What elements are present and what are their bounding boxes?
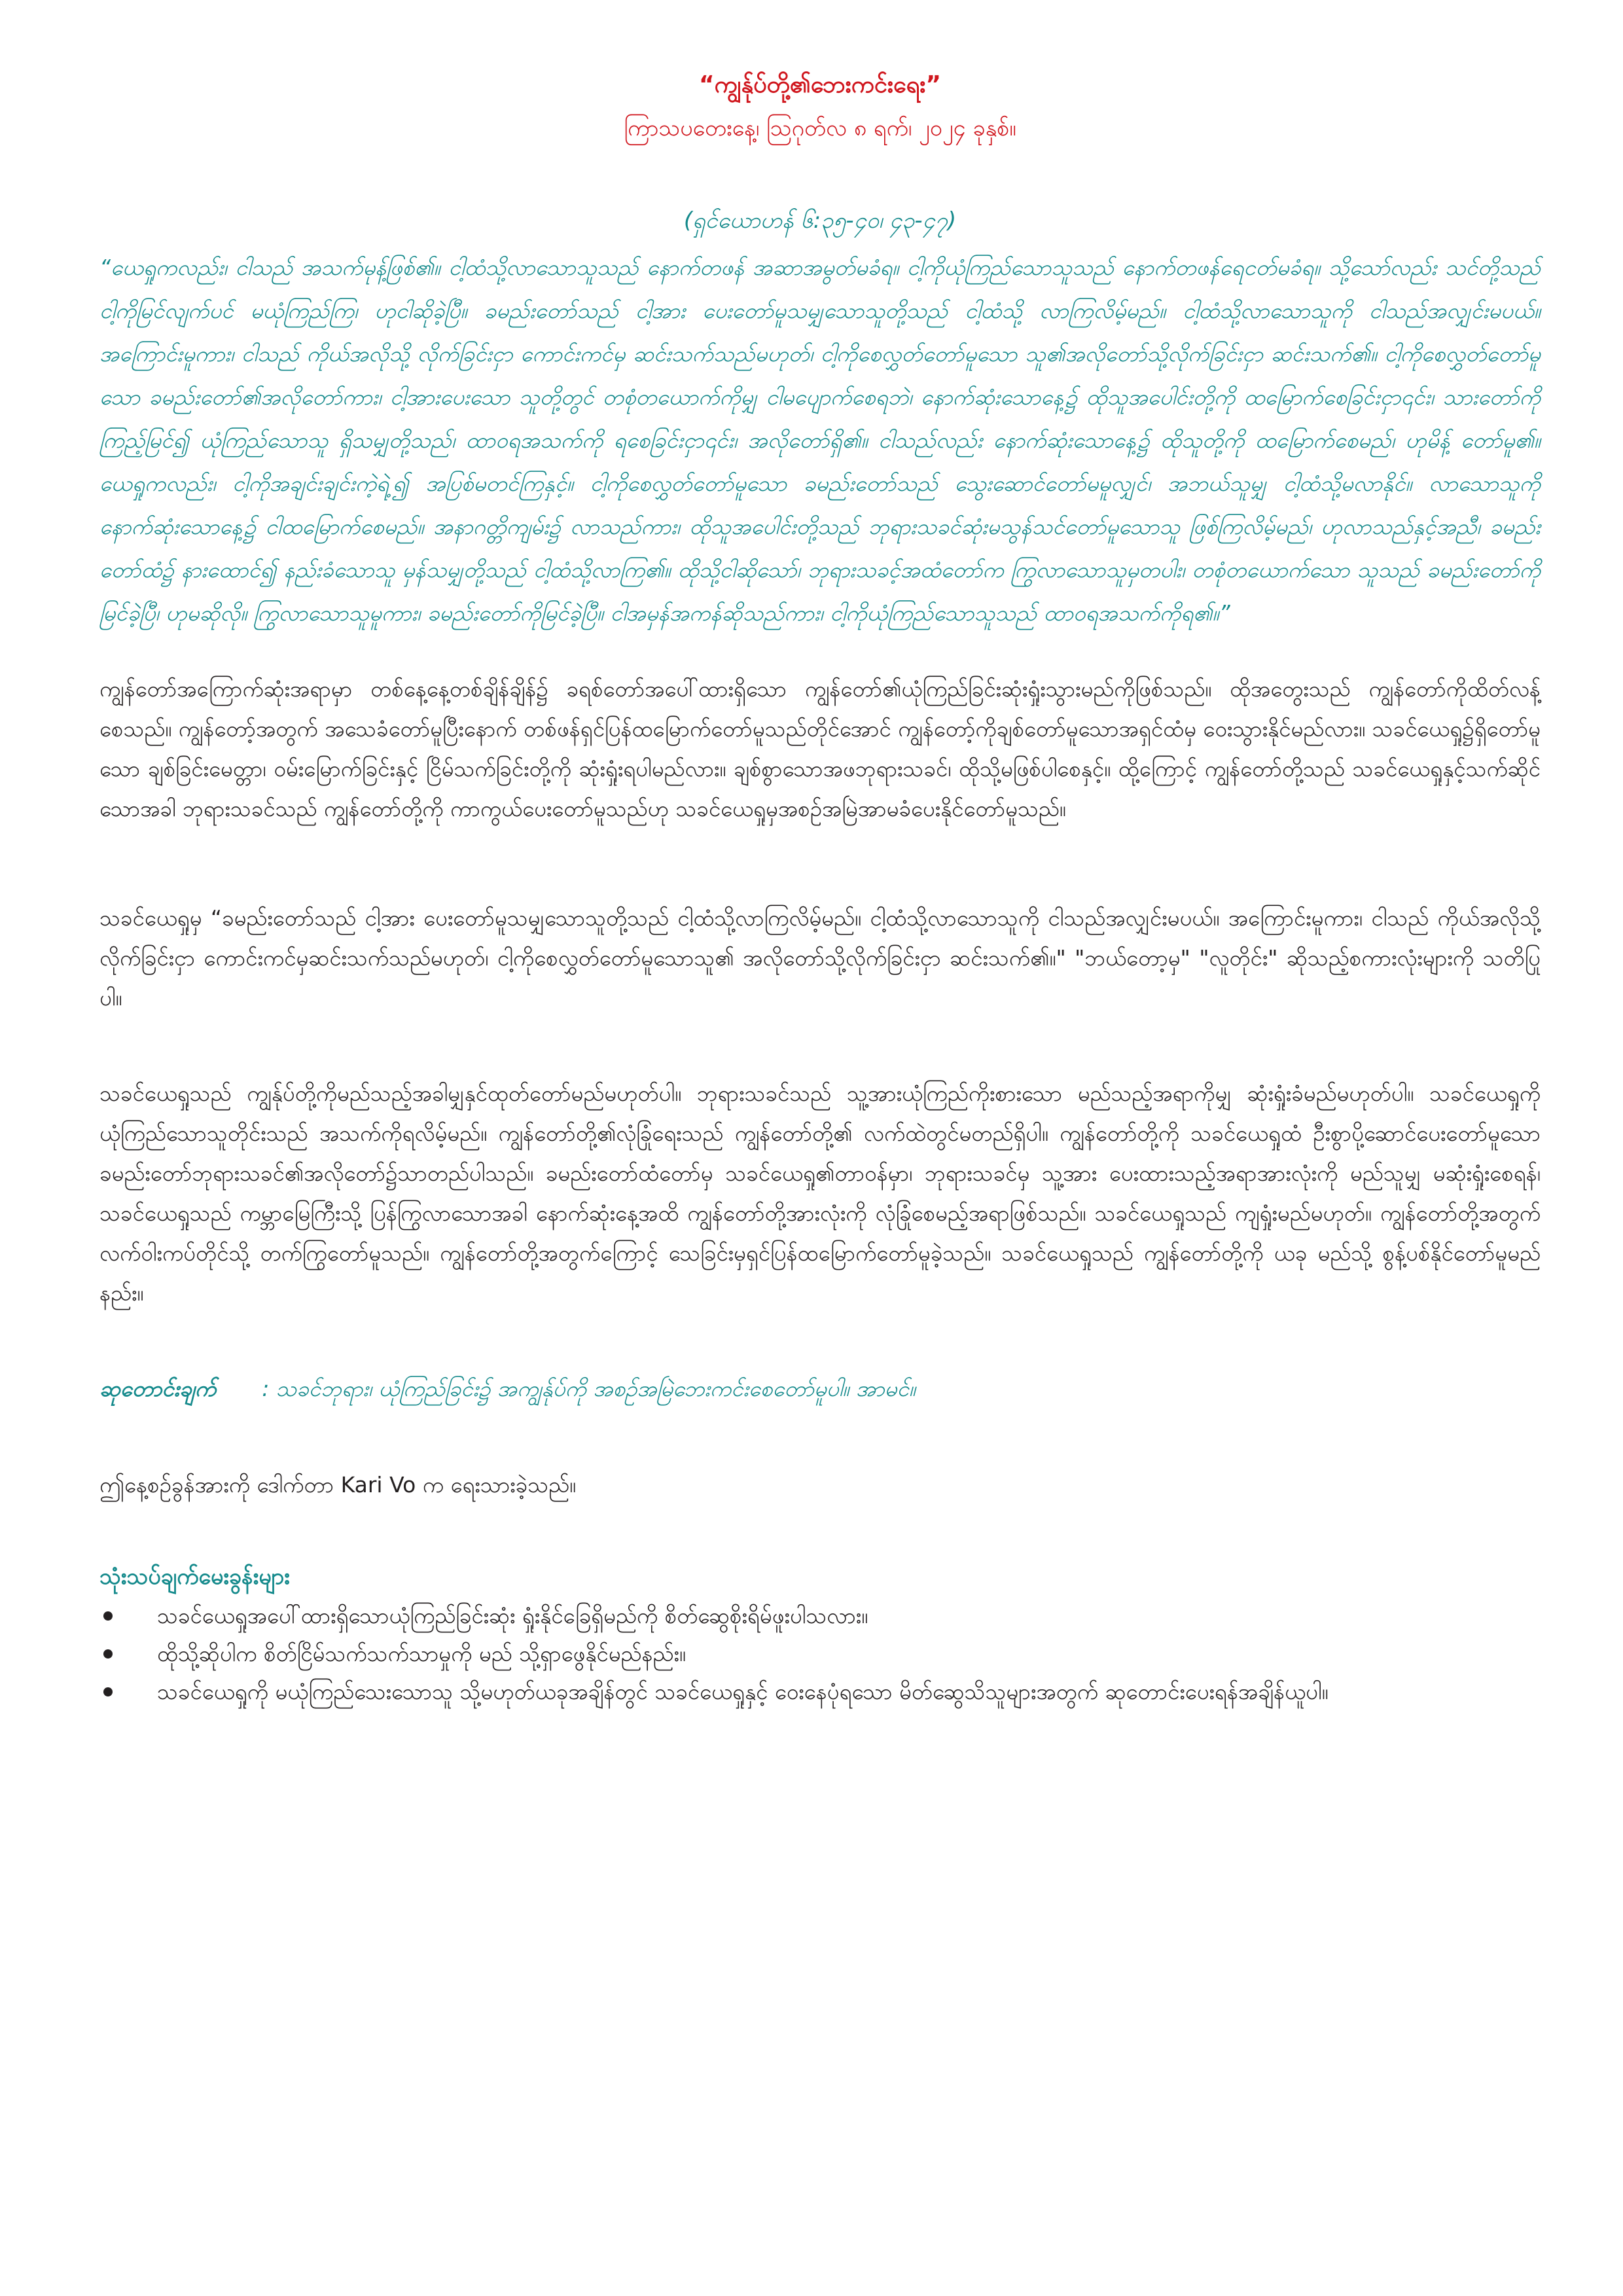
prayer-label: ဆုတောင်းချက် xyxy=(99,1376,217,1401)
page-title: “ကျွန်ုပ်တို့၏ဘေးကင်းရေး” xyxy=(698,71,942,98)
bullet-icon xyxy=(103,1687,113,1696)
list-item xyxy=(99,1673,1541,1711)
scripture-quote: “ယေရှုကလည်း၊ ငါသည် အသက်မုန့်ဖြစ်၏။ ငါ့ထံသို့လာသောသူသည် နောက်တဖန် အဆာအမွတ်မခံရ။ ငါ့ကိုယုံကြည်သောသူသည် နောက်တဖန်ရေငတ်မခံရ။ သို့သော်လည်း သင်တို့သည် ငါ့ကိုမြင်လျက်ပင် မယုံကြည်ကြ၊ ဟုငါဆိုခဲ့ပြီ။ ခမည်းတော်သည် ငါ့အား ပေးတော်မူသမျှသောသူတို့သည် ငါ့ထံသို့ လာကြလိမ့်မည်။ ငါ့ထံသို့လာသောသူကို ငါသည်အလျှင်းမပယ်။ အကြောင်းမူကား၊ ငါသည် ကိုယ်အလိုသို့ လိုက်ခြင်းငှာ ကောင်းကင်မှ ဆင်းသက်သည်မဟုတ်၊ ငါ့ကိုစေလွှတ်တော်မူသော သူ၏အလိုတော်သို့လိုက်ခြင်းငှာ ဆင်းသက်၏။ ငါ့ကိုစေလွှတ်တော်မူသော ခမည်းတော်၏အလိုတော်ကား၊ ငါ့အားပေးသော သူတို့တွင် တစုံတယောက်ကိုမျှ ငါမပျောက်စေရဘဲ၊ နောက်ဆုံးသောနေ့၌ ထိုသူအပေါင်းတို့ကို ထမြောက်စေခြင်းငှာ၎င်း၊ သားတော်ကိုကြည့်မြင်၍ ယုံကြည်သောသူ ရှိသမျှတို့သည်၊ ထာဝရအသက်ကို ရစေခြင်းငှာ၎င်း၊ အလိုတော်ရှိ၏။ ငါသည်လည်း နောက်ဆုံးသောနေ့၌ ထိုသူတို့ကို ထမြောက်စေမည်၊ ဟုမိန့် တော်မူ၏။ ယေရှုကလည်း၊ ငါ့ကိုအချင်းချင်းကဲ့ရဲ့၍ အပြစ်မတင်ကြနှင့်။ ငါ့ကိုစေလွှတ်တော်မူသော ခမည်းတော်သည် သွေးဆောင်တော်မမူလျှင်၊ အဘယ်သူမျှ ငါ့ထံသို့မလာနိုင်။ လာသောသူကို နောက်ဆုံးသောနေ့၌ ငါထမြောက်စေမည်။ အနာဂတ္တိကျမ်း၌ လာသည်ကား၊ ထိုသူအပေါင်းတို့သည် ဘုရားသခင်ဆုံးမသွန်သင်တော်မူသောသူ ဖြစ်ကြလိမ့်မည်၊ ဟုလာသည်နှင့်အညီ၊ ခမည်းတော်ထံ၌ နားထောင်၍ နည်းခံသောသူ မှန်သမျှတို့သည် ငါ့ထံသို့လာကြ၏။ ထိုသို့ငါဆိုသော်၊ ဘုရားသခင့်အထံတော်က ကြွလာသောသူမှတပါး၊ တစုံတယောက်သော သူသည် ခမည်းတော်ကို မြင်ခဲ့ပြီ၊ ဟုမဆိုလို။ ကြွလာသောသူမူကား၊ ခမည်းတော်ကိုမြင်ခဲ့ပြီ။ ငါအမှန်အကန်ဆိုသည်ကား၊ ငါ့ကိုယုံကြည်သောသူသည် ထာဝရအသက်ကိုရ၏။” xyxy=(99,255,1541,626)
question-text: သခင်ယေရှုကို မယုံကြည်သေးသောသူ သို့မဟုတ်ယခုအချိန်တွင် သခင်ယေရှုနှင့် ဝေးနေပုံရသော မိတ်ဆွေသိသူများအတွက် ဆုတောင်းပေးရန်အချိန်ယူပါ။ xyxy=(157,1679,1329,1704)
question-text: ထိုသို့ဆိုပါက စိတ်ငြိမ်သက်သက်သာမှုကို မည် သို့ရှာဖွေနိုင်မည်နည်း။ xyxy=(157,1641,686,1666)
body-paragraph-3: သခင်ယေရှုသည် ကျွန်ုပ်တို့ကိုမည်သည့်အခါမျှနှင်ထုတ်တော်မည်မဟုတ်ပါ။ ဘုရားသခင်သည် သူ့အားယုံကြည်ကိုးစားသော မည်သည့်အရာကိုမျှ ဆုံးရှုံးခံမည်မဟုတ်ပါ။ သခင်ယေရှုကို ယုံကြည်သောသူတိုင်းသည် အသက်ကိုရလိမ့်မည်။ ကျွန်တော်တို့၏လုံခြုံရေးသည် ကျွန်တော်တို့၏ လက်ထဲတွင်မတည်ရှိပါ။ ကျွန်တော်တို့ကို သခင်ယေရှုထံ ဦးစွာပို့ဆောင်ပေးတော်မူသော ခမည်းတော်ဘုရားသခင်၏အလိုတော်၌သာတည်ပါသည်။ ခမည်းတော်ထံတော်မှ သခင်ယေရှု၏တာဝန်မှာ၊ ဘုရားသခင်မှ သူ့အား ပေးထားသည့်အရာအားလုံးကို မည်သူမျှ မဆုံးရှုံးစေရန်၊ သခင်ယေရှုသည် ကမ္ဘာမြေကြီးသို့ ပြန်ကြွလာသောအခါ နောက်ဆုံးနေ့အထိ ကျွန်တော်တို့အားလုံးကို လုံခြုံစေမည့်အရာဖြစ်သည်။ သခင်ယေရှုသည် ကျရှုံးမည်မဟုတ်။ ကျွန်တော်တို့အတွက် လက်ဝါးကပ်တိုင်သို့ တက်ကြွတော်မူသည်။ ကျွန်တော်တို့အတွက်ကြောင့် သေခြင်းမှရှင်ပြန်ထမြောက်တော်မူခဲ့သည်။ သခင်ယေရှုသည် ကျွန်တော်တို့ကို ယခု မည်သို့ စွန့်ပစ်နိုင်တော်မူမည်နည်း။ xyxy=(99,1081,1541,1306)
list-item xyxy=(99,1597,1541,1635)
bullet-icon xyxy=(103,1611,113,1621)
prayer-separator: : xyxy=(262,1376,270,1401)
question-text: သခင်ယေရှုအပေါ်ထားရှိသောယုံကြည်ခြင်းဆုံး ရှုံးနိုင်ခြေရှိမည်ကို စိတ်ဆွေစိုးရိမ်ဖူးပါသလား။ xyxy=(157,1603,868,1628)
reflection-questions-heading: သုံးသပ်ချက်မေးခွန်းများ xyxy=(99,1564,290,1590)
body-paragraph-1: ကျွန်တော်အကြောက်ဆုံးအရာမှာ တစ်နေ့နေ့တစ်ချိန်ချိန်၌ ခရစ်တော်အပေါ်ထားရှိသော ကျွန်တော်၏ယုံကြည်ခြင်းဆုံးရှုံးသွားမည်ကိုဖြစ်သည်။ ထိုအတွေးသည် ကျွန်တော်ကိုထိတ်လန့်စေသည်။ ကျွန်တော့်အတွက် အသေခံတော်မူပြီးနောက် တစ်ဖန်ရှင်ပြန်ထမြောက်တော်မူသည်တိုင်အောင် ကျွန်တော့်ကိုချစ်တော်မူသောအရှင်ထံမှ ဝေးသွားနိုင်မည်လား။ သခင်ယေရှု၌ရှိတော်မူသော ချစ်ခြင်းမေတ္တာ၊ ဝမ်းမြောက်ခြင်းနှင့် ငြိမ်သက်ခြင်းတို့ကို ဆုံးရှုံးရပါမည်လား။ ချစ်စွာသောအဖဘုရားသခင်၊ ထိုသို့မဖြစ်ပါစေနှင့်။ ထို့ကြောင့် ကျွန်တော်တို့သည် သခင်ယေရှုနှင့်သက်ဆိုင်သောအခါ ဘုရားသခင်သည် ကျွန်တော်တို့ကို ကာကွယ်ပေးတော်မူသည်ဟု သခင်ယေရှုမှအစဉ်အမြဲအာမခံပေးနိုင်တော်မူသည်။ xyxy=(99,676,1541,821)
scripture-reference: (ရှင်ယောဟန် ၆:၃၅-၄၀၊ ၄၃-၄၇) xyxy=(683,207,957,234)
prayer-line xyxy=(99,1369,1541,1408)
prayer-text: သခင်ဘုရား၊ ယုံကြည်ခြင်း၌ အကျွန်ုပ်ကို အစဉ်အမြဲဘေးကင်းစေတော်မူပါ။ အာမင်။ xyxy=(276,1376,916,1401)
list-item xyxy=(99,1635,1541,1673)
author-credit: ဤနေ့စဉ်ခွန်အားကို ဒေါက်တာ Kari Vo က ရေးသားခဲ့သည်။ xyxy=(99,1472,577,1498)
publication-date: ကြာသပတေးနေ့၊ ဩဂုတ်လ ၈ ရက်၊ ၂၀၂၄ ခုနှစ်။ xyxy=(624,115,1016,141)
bullet-icon xyxy=(103,1649,113,1659)
body-paragraph-2: သခင်ယေရှုမှ “ခမည်းတော်သည် ငါ့အား ပေးတော်မူသမျှသောသူတို့သည် ငါ့ထံသို့လာကြလိမ့်မည်။ ငါ့ထံသို့လာသောသူကို ငါသည်အလျှင်းမပယ်။ အကြောင်းမူကား၊ ငါသည် ကိုယ်အလိုသို့ လိုက်ခြင်းငှာ ကောင်းကင်မှဆင်းသက်သည်မဟုတ်၊ ငါ့ကိုစေလွှတ်တော်မူသောသူ၏ အလိုတော်သို့လိုက်ခြင်းငှာ ဆင်းသက်၏။" "ဘယ်တော့မှ" "လူတိုင်း" ဆိုသည့်စကားလုံးများကို သတိပြုပါ။ xyxy=(99,905,1541,1011)
reflection-questions-list xyxy=(99,1597,1541,1711)
